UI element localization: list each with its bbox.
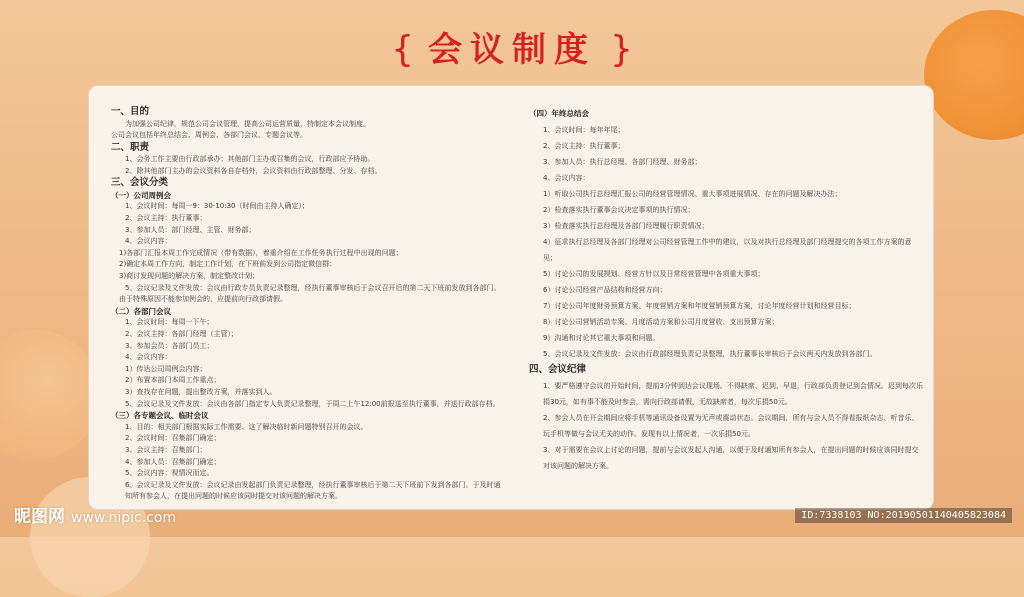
paragraph-right-13: 9）沟通和讨论其它重大事项和问题。: [543, 334, 660, 342]
page-title: [0, 22, 1024, 71]
paragraph-left-20: 3、参加会员：各部门员工；: [125, 341, 214, 350]
paragraph-right-9: 5）讨论公司的发展规划、经营方针以及日常经营管理中各项重大事项；: [543, 270, 765, 278]
paragraph-left-21: 4、会议内容：: [125, 353, 172, 362]
paragraph-right-7: 3）检查落实执行总经理及各部门经理履行职责情况；: [543, 222, 709, 230]
paragraph-right-16: 1、要严格遵守会议的开始时间，提前3分钟到达会议现场。不得缺席、迟到、早退，行政部负责登记到会情况。迟到每次乐捐30元，如有事不能及时参会，需向行政部请假，无故缺席者，每次乐捐50元。: [543, 382, 923, 406]
paragraph-left-11: 4、会议内容：: [125, 237, 172, 246]
paragraph-right-12: 8）讨论公司营销活动专案、月度活动方案和公司月度营收、支出预算方案；: [543, 318, 779, 326]
watermark-brand-name: 昵图网: [14, 507, 65, 527]
paragraph-left-28: 2、会议时间：召集部门确定；: [125, 434, 221, 443]
paragraph-right-10: 6）讨论公司经营产品结构和经营方向；: [543, 286, 667, 294]
section-heading-left-6: 三、会议分类: [111, 177, 169, 189]
paragraph-right-6: 2）检查落实执行董事会议决定事项的执行情况；: [543, 206, 695, 214]
title-text: 会议制度: [428, 30, 596, 70]
watermark-id: ID:7338103 NO:20190501140405823084: [795, 508, 1012, 523]
paragraph-right-14: 5、会议记录及文件发放：会议由行政部经理负责记录整理，执行董事长审核后于会议两天内发放到各部门。: [543, 350, 877, 358]
paragraph-left-30: 4、参加人员：召集部门确定；: [125, 457, 221, 466]
paragraph-left-5: 2、除其他部门主办的会议资料各自存档外，会议资料由行政部整理、分发、存档。: [125, 166, 382, 175]
paragraph-left-23: 2）布置本部门本周工作重点；: [125, 376, 221, 385]
paragraph-left-16: 由于特殊原因不能参加例会的，应提前向行政部请假。: [119, 295, 287, 304]
paragraph-left-29: 3、会议主持：召集部门；: [125, 445, 207, 454]
paragraph-left-18: 1、会议时间：每周一下午；: [125, 318, 214, 327]
paragraph-right-18: 3、对于需要在会议上讨论的问题，提前与会议发起人沟通，以便于及时通知所有参会人，在提出问题的时候应该同时提交对该问题的解决方案。: [543, 446, 919, 470]
section-heading-left-7: （一）公司周例会: [111, 190, 171, 200]
paragraph-right-4: 4、会议内容：: [543, 174, 590, 182]
paragraph-right-5: 1）听取公司执行总经理汇报公司的经营管理情况、重大事项进展情况、存在的问题及解决办法；: [543, 190, 842, 198]
paragraph-left-12: 1)各部门汇报本周工作完成情况（带有数据），着重介绍在工作任务执行过程中出现的问题；: [119, 248, 403, 257]
paragraph-right-2: 2、会议主持：执行董事；: [543, 142, 625, 150]
section-heading-left-17: （二）各部门会议: [111, 306, 171, 316]
left-column: [111, 106, 506, 503]
paragraph-left-13: 2)确定本周工作方向，制定工作计划，在下班前发到公司指定微信群：: [119, 260, 337, 269]
paragraph-left-14: 3)商讨发现问题的解决方案，制定整改计划；: [119, 272, 260, 281]
title-brace-left: {: [391, 29, 414, 70]
section-heading-right-15: 四、会议纪律: [529, 364, 587, 375]
paragraph-left-1: 为加强公司纪律，规范公司会议管理，提高公司运营质量，特制定本会议制度。: [125, 119, 370, 128]
paragraph-left-9: 2、会议主持：执行董事；: [125, 214, 207, 223]
watermark-url: www.nipic.com: [71, 510, 177, 526]
paragraph-left-19: 2、会议主持：各部门经理（主管）；: [125, 330, 238, 338]
paragraph-left-32: 6、会议记录及文件发放：会议记录由发起部门负责记录整理，经执行董事审核后于第二天下班前下发到各部门。于及时通知所有参会人，在提出问题的时候应该同时提交对该问题的解决方案。: [125, 480, 501, 501]
paragraph-left-8: 1、会议时间：每周一9：30-10:30（时间由主持人确定）；: [125, 202, 310, 211]
paragraph-right-17: 2、参会人员在开会期间应将手机等通讯设备设置为无声或震动状态。会议期间，所有与会人员不得看报纸杂志、听音乐、玩手机等做与会议无关的动作。发现有以上情况者，一次乐捐50元。: [543, 414, 919, 438]
decor-orb-left: [0, 330, 100, 460]
right-column: [529, 106, 924, 474]
paragraph-left-24: 3）查找存在问题，提出整改方案，并落实到人。: [125, 387, 277, 396]
paragraph-left-4: 1、会务工作主要由行政部承办；其他部门主办或召集的会议，行政部应予协助。: [125, 155, 375, 164]
paragraph-left-25: 5、会议记录及文件发放：会议由各部门指定专人负责记录整理，于周二上午12:00前报送至执行董事，并送行政部存档。: [125, 399, 500, 408]
title-brace-right: }: [610, 29, 633, 70]
paragraph-right-3: 3、参加人员：执行总经理、各部门经理、财务部；: [543, 158, 702, 166]
paragraph-left-15: 5、会议记录及文件发放：会议由行政专员负责记录整理，经执行董事审核后于会议召开后的第二天下班前发放到各部门。: [125, 283, 501, 292]
paragraph-right-11: 7）讨论公司年度财务预算方案、年度营销方案和年度营销预算方案，讨论年度经营计划和经营目标；: [543, 302, 856, 310]
paragraph-left-27: 1、目的：相关部门根据实际工作需要、这了解决临时新问题特别召开的会议。: [125, 422, 368, 431]
section-heading-left-0: 一、目的: [111, 106, 150, 117]
paragraph-left-22: 1）传达公司周例会内容；: [125, 364, 207, 373]
section-heading-left-3: 二、职责: [111, 141, 150, 153]
paragraph-left-2: 公司会议包括年终总结会、周例会、各部门会议、专题会议等。: [111, 131, 307, 140]
paragraph-right-8: 4）征求执行总经理及各部门经理对公司经营管理工作中的建议，以及对执行总经理及部门经理提交的各项工作方案的意见；: [543, 238, 912, 262]
content-panel: [88, 85, 934, 510]
paragraph-left-31: 5、会议内容：视情况而定。: [125, 469, 214, 478]
paragraph-right-1: 1、会议时间：每年年尾；: [543, 126, 625, 134]
section-heading-right-0: （四）年终总结会: [529, 109, 589, 118]
section-heading-left-26: （三）各专题会议、临时会议: [111, 411, 209, 421]
watermark-brand: [14, 502, 176, 527]
paragraph-left-10: 3、参加人员：部门经理、主管、财务部；: [125, 225, 256, 234]
